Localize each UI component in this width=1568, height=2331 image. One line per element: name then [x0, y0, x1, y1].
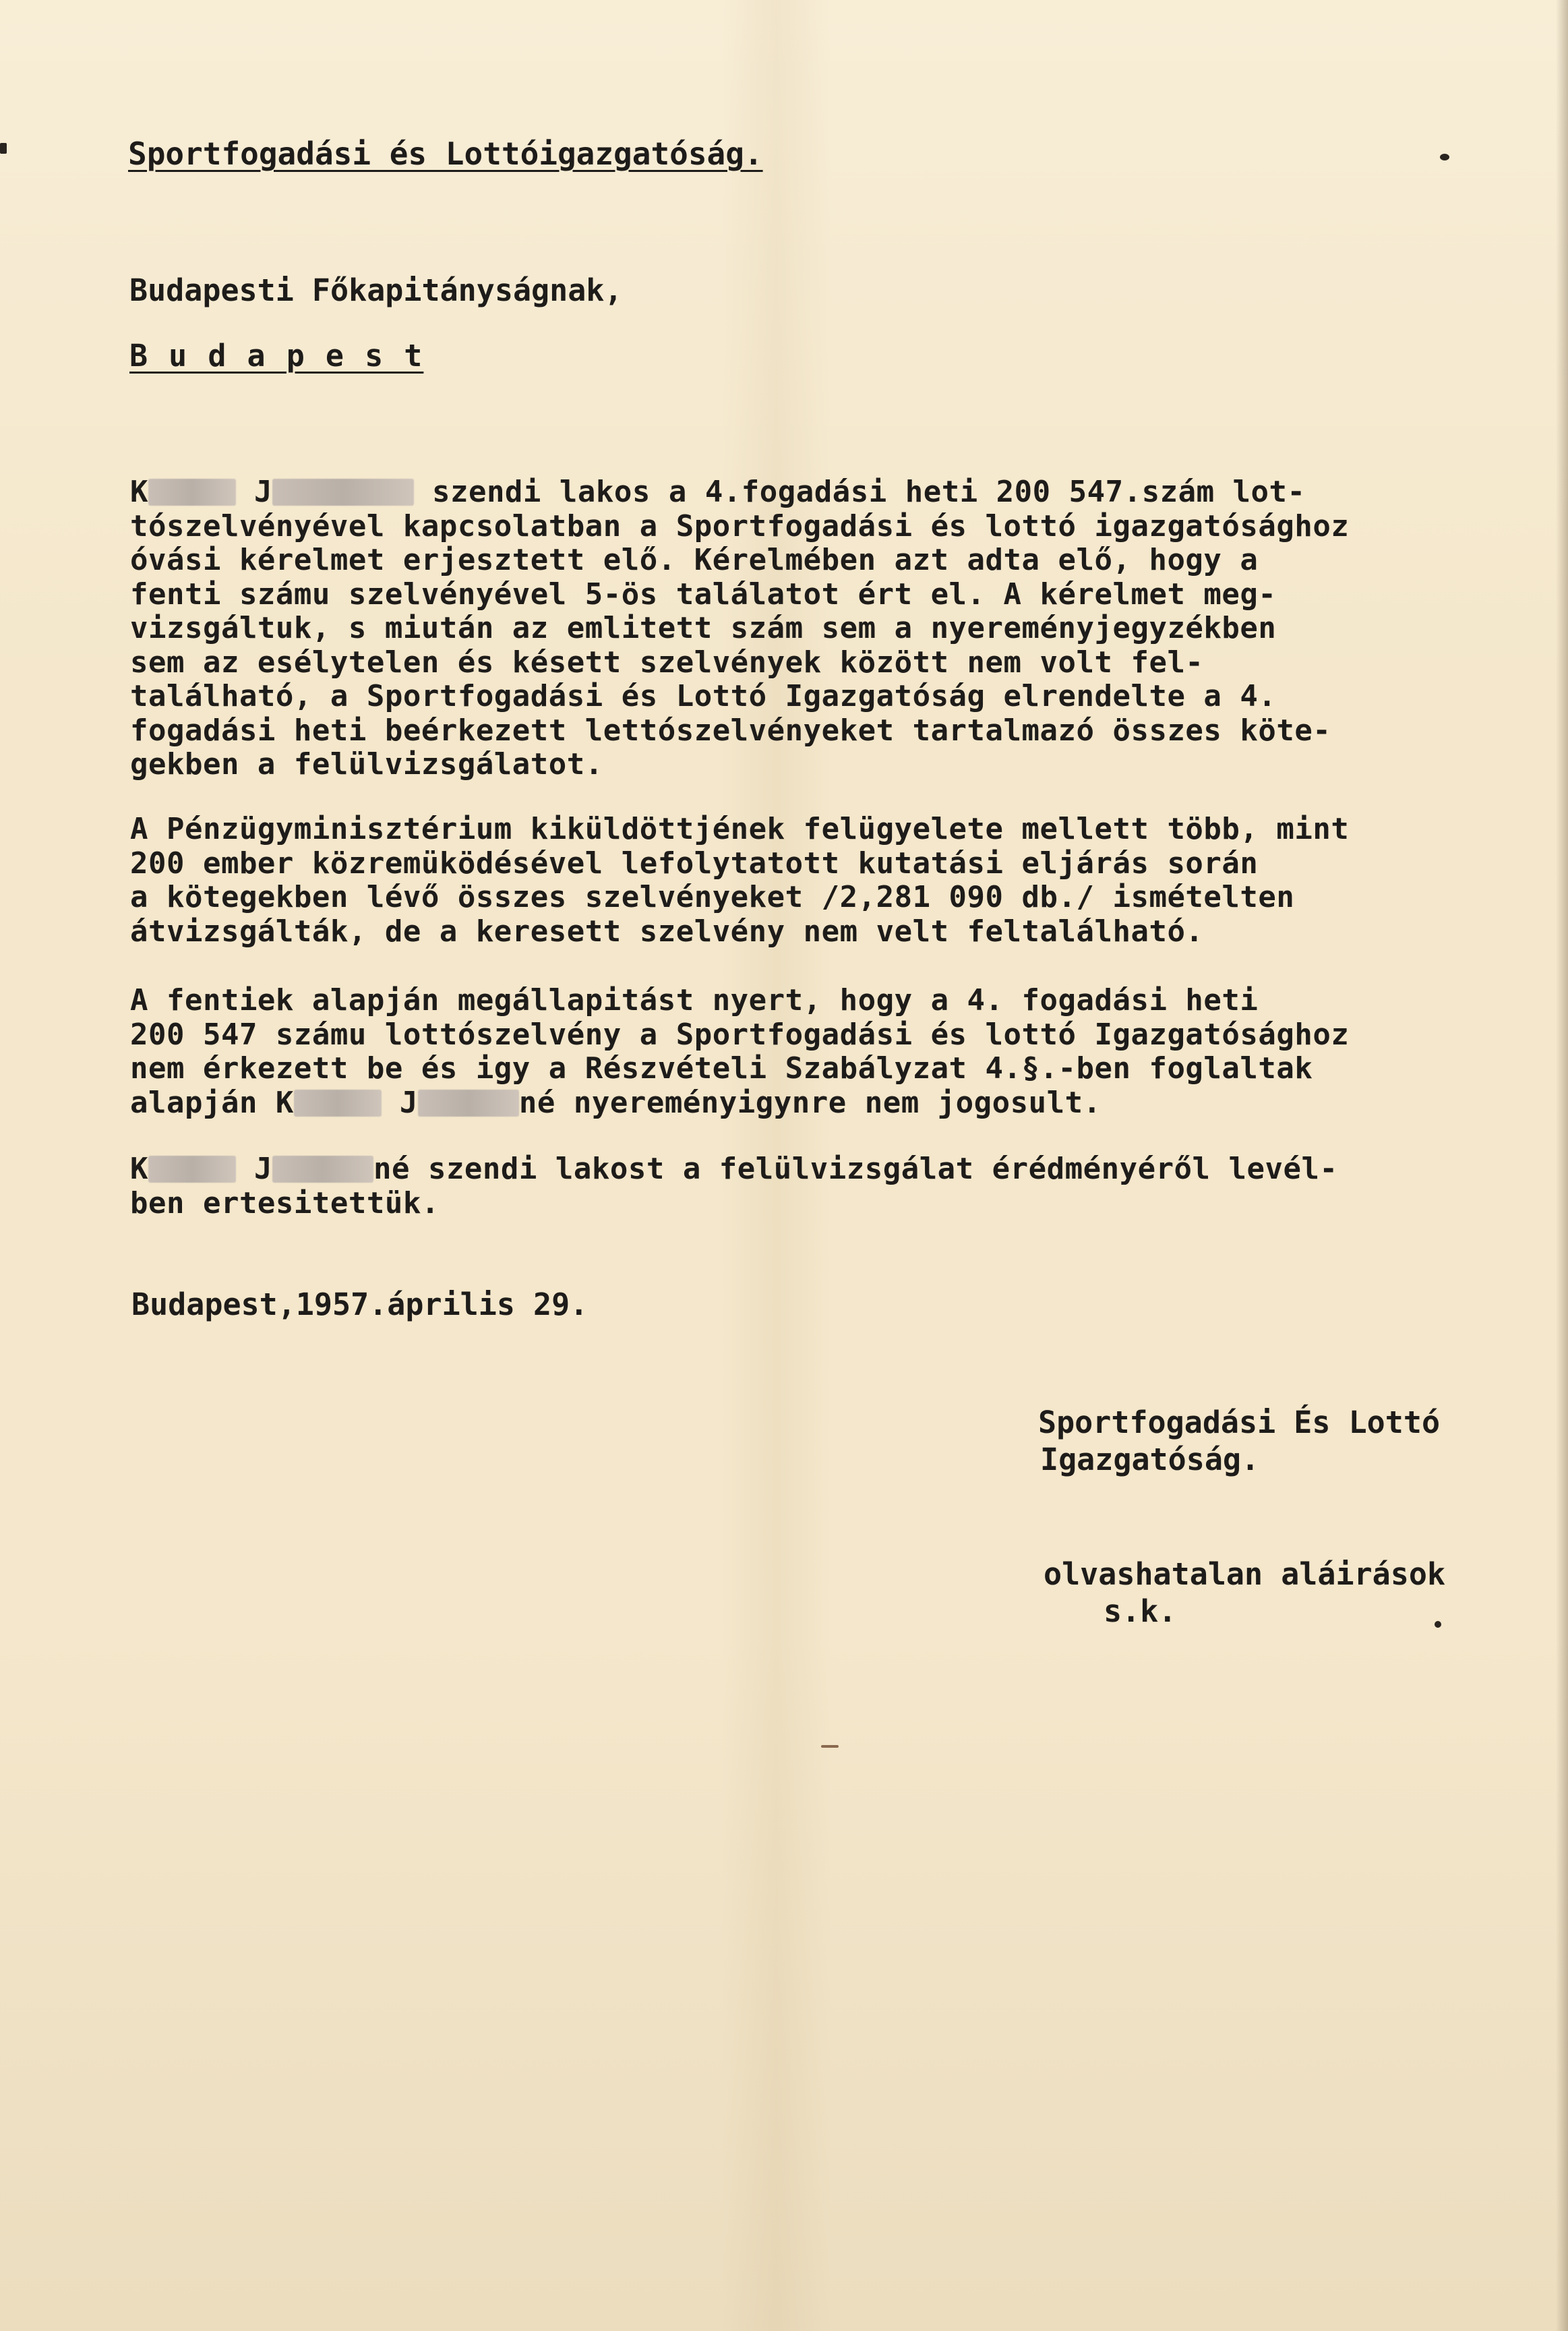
body-line: [130, 747, 603, 781]
signature-line-2: Igazgatóság.: [1040, 1442, 1260, 1477]
redacted-name: [418, 1090, 519, 1117]
redacted-name: [272, 1156, 373, 1183]
body-text-segment: nem érkezett be és igy a Részvételi Szabályzat 4.§.-ben foglaltak: [130, 1051, 1313, 1086]
body-line: [130, 545, 1258, 575]
ink-speck: [1435, 1621, 1441, 1628]
body-text-segment: fenti számu szelvényével 5-ös találatot ért el. A kérelmet meg-: [130, 577, 1277, 612]
body-line: [130, 846, 1259, 881]
body-text-segment: ben ertesitettük.: [130, 1185, 440, 1220]
body-text-segment: sem az esélytelen és késett szelvények között nem volt fel-: [130, 645, 1204, 680]
body-line: [130, 508, 1350, 543]
body-line: [130, 713, 1331, 748]
body-text-segment: óvási kérelmet erjesztett elő. Kérelmében azt adta elő, hogy a: [130, 543, 1259, 577]
body-line: [130, 1185, 440, 1220]
body-line: [130, 914, 1204, 949]
body-text-segment: vizsgáltuk, s miután az emlitett szám sem a nyereményjegyzékben: [130, 611, 1277, 645]
body-line: [130, 611, 1277, 645]
body-line: [130, 1085, 1102, 1120]
body-text-segment: né nyereményigynre nem jogosult.: [518, 1085, 1102, 1120]
city-heading: B u d a p e s t: [129, 338, 424, 374]
body-line: [130, 645, 1204, 680]
body-line: [130, 1154, 1337, 1184]
body-text-segment: alapján K: [130, 1085, 294, 1120]
redacted-name: [294, 1090, 382, 1117]
ink-speck: [1440, 154, 1449, 160]
redacted-name: [272, 479, 414, 506]
signature-line-3: olvashatalan aláirások: [1044, 1556, 1446, 1592]
ink-speck: [821, 1745, 839, 1748]
body-text-segment: J: [236, 475, 272, 509]
body-text-segment: szendi lakos a 4.fogadási heti 200 547.szám lot-: [413, 475, 1306, 509]
redacted-name: [148, 1156, 236, 1183]
body-text-segment: 200 ember közremüködésével lefolytatott kutatási eljárás során: [130, 846, 1259, 881]
body-text-segment: 200 547 számu lottószelvény a Sportfogadási és lottó Igazgatósághoz: [130, 1017, 1350, 1052]
body-line: [130, 477, 1306, 507]
date-line: Budapest,1957.április 29.: [131, 1287, 589, 1322]
body-line: [130, 812, 1350, 846]
body-text-segment: K: [130, 1152, 148, 1186]
ink-speck: [0, 143, 7, 154]
signature-line-1: Sportfogadási És Lottó: [1038, 1405, 1441, 1440]
body-line: [130, 983, 1259, 1017]
signature-line-4: s.k.: [1104, 1593, 1177, 1629]
body-text-segment: J: [236, 1152, 272, 1186]
body-line: [130, 679, 1277, 713]
body-text-segment: található, a Sportfogadási és Lottó Igazgatóság elrendelte a 4.: [130, 679, 1277, 713]
addressee: Budapesti Főkapitányságnak,: [129, 272, 623, 308]
body-text-segment: gekben a felülvizsgálatot.: [130, 747, 603, 781]
body-line: [130, 1051, 1313, 1086]
body-line: [130, 880, 1295, 914]
letterhead: Sportfogadási és Lottóigazgatóság.: [128, 136, 763, 172]
paper-edge-shadow: [1556, 0, 1568, 2331]
body-text-segment: A fentiek alapján megállapitást nyert, hogy a 4. fogadási heti: [130, 983, 1259, 1017]
body-text-segment: tószelvényével kapcsolatban a Sportfogadási és lottó igazgatósághoz: [130, 508, 1350, 543]
body-text-segment: fogadási heti beérkezett lettószelvényeket tartalmazó összes köte-: [130, 713, 1331, 748]
redacted-name: [148, 479, 236, 506]
body-text-segment: A Pénzügyminisztérium kiküldöttjének felügyelete mellett több, mint: [130, 812, 1350, 846]
body-text-segment: K: [130, 475, 148, 509]
body-text-segment: a kötegekben lévő összes szelvényeket /2,281 090 db./ ismételten: [130, 880, 1295, 914]
body-text-segment: átvizsgálták, de a keresett szelvény nem velt feltalálható.: [130, 914, 1204, 949]
body-text-segment: né szendi lakost a felülvizsgálat érédményéről levél-: [373, 1152, 1338, 1186]
body-line: [130, 577, 1277, 612]
body-line: [130, 1017, 1350, 1052]
body-text-segment: J: [381, 1085, 418, 1120]
